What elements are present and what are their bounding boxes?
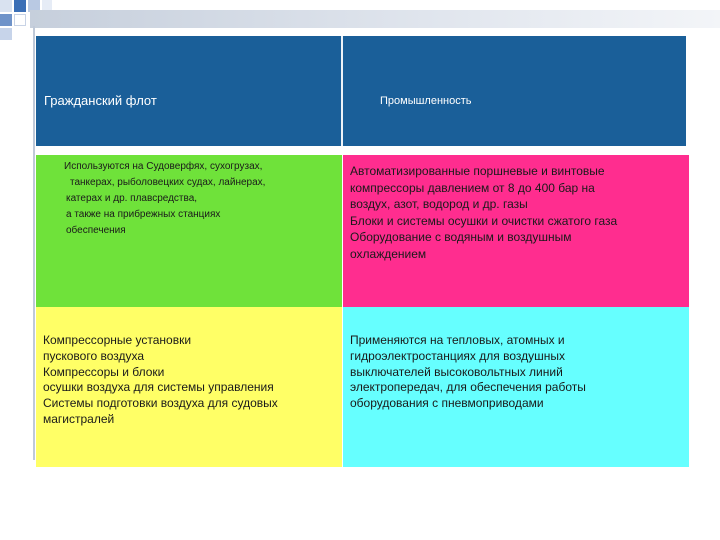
header-civil-fleet: Гражданский флот	[44, 93, 157, 108]
text-line: Блоки и системы осушки и очистки сжатого газа	[350, 213, 618, 228]
text-line: магистралей	[43, 411, 115, 426]
corner-square	[0, 0, 12, 12]
text-line: осушки воздуха для системы управления	[43, 380, 274, 395]
text-line: гидроэлектростанциях для воздушных	[350, 348, 565, 363]
text-line: воздух, азот, водород и др. газы	[350, 197, 528, 211]
top-decor-bar	[30, 10, 720, 28]
text-line: Оборудование с водяным и воздушным	[350, 230, 572, 244]
text-line: компрессоры давлением от 8 до 400 бар на	[350, 180, 595, 195]
text-line: пускового воздуха	[43, 348, 145, 363]
text-line: Применяются на тепловых, атомных и	[350, 333, 565, 347]
text-line: оборудования с пневмоприводами	[350, 396, 544, 411]
industry-equipment-text	[350, 163, 686, 262]
left-decor-line	[33, 26, 35, 460]
civil-fleet-equipment-text	[43, 333, 338, 428]
civil-fleet-usage-text	[64, 159, 334, 239]
text-line: выключателей высоковольтных линий	[350, 364, 563, 379]
text-line: Компрессоры и блоки	[43, 364, 165, 379]
text-line: а также на прибрежных станциях	[66, 209, 221, 220]
corner-square	[0, 14, 12, 26]
corner-square	[14, 14, 26, 26]
text-line: охлаждением	[350, 246, 427, 261]
header-industry: Промышленность	[380, 95, 472, 107]
corner-square	[42, 0, 52, 10]
corner-square	[0, 28, 12, 40]
text-line: Системы подготовки воздуха для судовых	[43, 396, 278, 411]
industry-usage-text	[350, 333, 686, 412]
corner-square	[14, 0, 26, 12]
text-line: катерах и др. плавсредства,	[66, 193, 198, 204]
text-line: Компрессорные установки	[43, 333, 192, 347]
text-line: электропередач, для обеспечения работы	[350, 380, 586, 395]
text-line: танкерах, рыболовецких судах, лайнерах,	[70, 177, 266, 188]
header-divider	[341, 36, 343, 146]
text-line: обеспечения	[66, 225, 126, 236]
table-header	[36, 36, 686, 146]
text-line: Используются на Судоверфях, сухогрузах,	[64, 161, 263, 172]
text-line: Автоматизированные поршневые и винтовые	[350, 164, 605, 178]
